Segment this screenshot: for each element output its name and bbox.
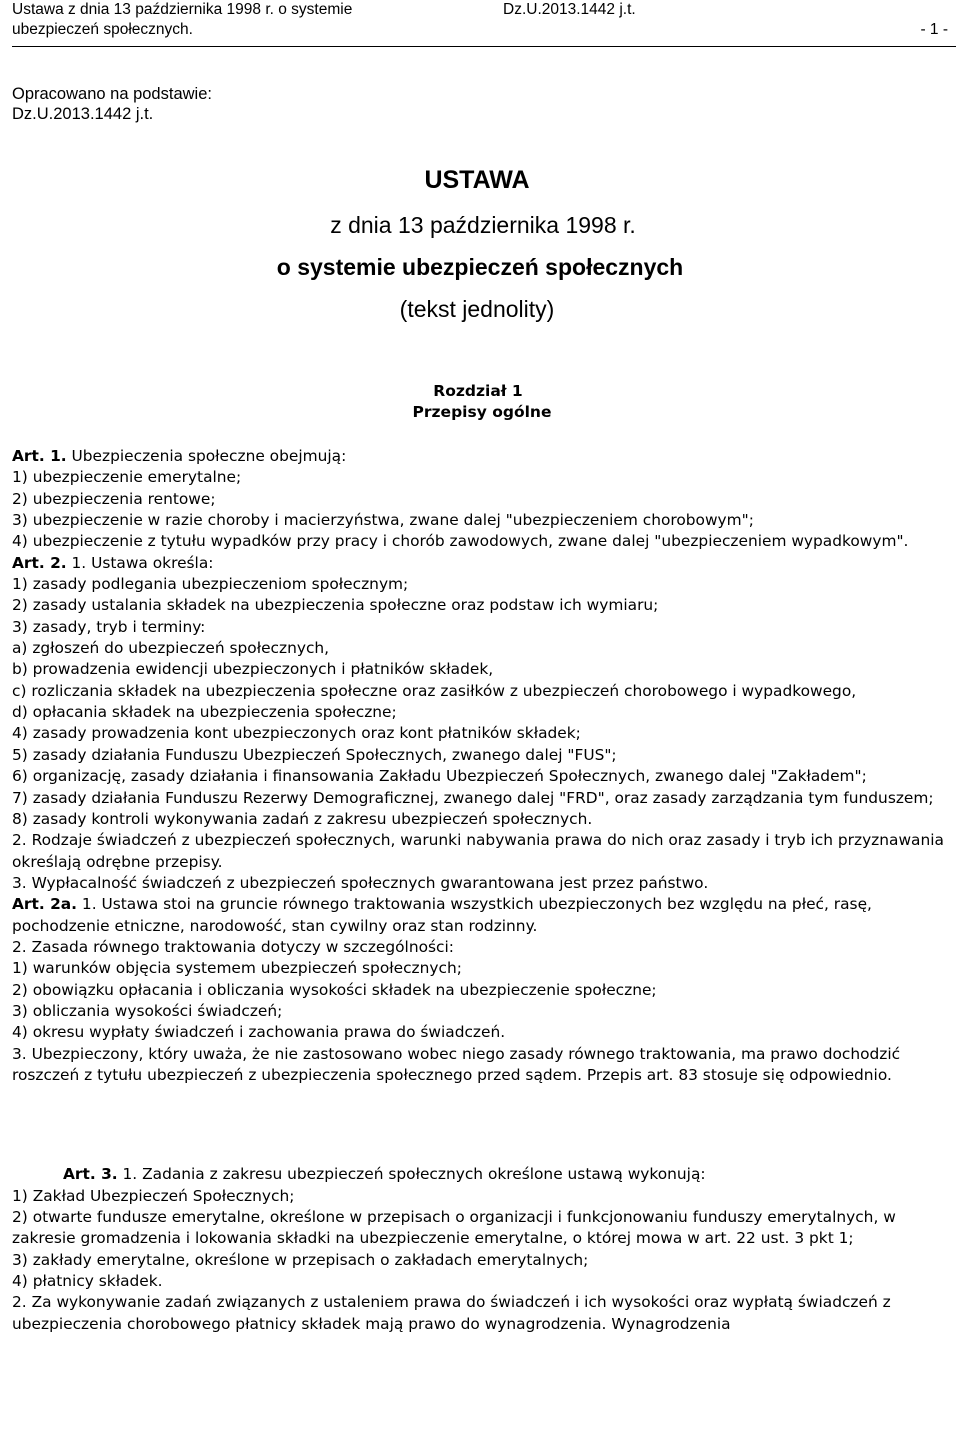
paragraph xyxy=(12,1292,956,1335)
paragraph xyxy=(12,638,956,659)
paragraph-text: 8) zasady kontroli wykonywania zadań z zakresu ubezpieczeń społecznych. xyxy=(12,809,593,828)
paragraph xyxy=(12,531,956,552)
paragraph-text: 2. Za wykonywanie zadań związanych z ustaleniem prawa do świadczeń i ich wysokości oraz wypłatą świadczeń z ubezpieczenia chorobowego płatnicy składek mają prawo do wynagrodzenia. Wynagrodzenia xyxy=(12,1293,891,1333)
paragraph xyxy=(12,723,956,744)
paragraph-text: 1) warunków objęcia systemem ubezpieczeń społecznych; xyxy=(12,959,462,978)
paragraph xyxy=(12,1022,956,1043)
paragraph-text: 4) płatnicy składek. xyxy=(12,1272,163,1291)
chapter-number: Rozdział 1 xyxy=(433,382,523,400)
act-date: z dnia 13 października 1998 r. xyxy=(330,212,636,238)
paragraph-text: 6) organizację, zasady działania i finansowania Zakładu Ubezpieczeń Społecznych, zwanego dalej "Zakładem"; xyxy=(12,767,867,786)
act-type: USTAWA xyxy=(424,166,530,194)
paragraph-text: 3) obliczania wysokości świadczeń; xyxy=(12,1001,283,1020)
paragraph xyxy=(12,937,956,958)
source-line1: Opracowano na podstawie: xyxy=(12,85,212,103)
articles-block-1 xyxy=(12,446,956,1086)
act-note: (tekst jednolity) xyxy=(399,296,555,322)
paragraph xyxy=(12,788,956,809)
paragraph xyxy=(12,510,956,531)
paragraph-text: Ubezpieczenia społeczne obejmują: xyxy=(66,447,347,465)
article-label: Art. 1. xyxy=(12,447,67,465)
paragraph-text: 1) ubezpieczenie emerytalne; xyxy=(12,468,242,487)
source-note xyxy=(12,84,212,124)
paragraph-text: 3) ubezpieczenie w razie choroby i macierzyństwa, zwane dalej "ubezpieczeniem chorobowym"; xyxy=(12,511,754,530)
paragraph-text: 1) zasady podlegania ubezpieczeniom społecznym; xyxy=(12,575,409,594)
paragraph-text: 2) otwarte fundusze emerytalne, określone w przepisach o organizacji i funkcjonowaniu funduszy emerytalnych, w zakresie gromadzenia i lokowania składki na ubezpieczenie emerytalne, o której mowa w art. 22 ust. 3 pkt 1; xyxy=(12,1208,896,1248)
paragraph-text: 2) obowiązku opłacania i obliczania wysokości składek na ubezpieczenie społeczne; xyxy=(12,980,657,999)
paragraph-text: 3) zasady, tryb i terminy: xyxy=(12,617,206,636)
page-header xyxy=(0,0,960,40)
paragraph-text: 1. Ustawa określa: xyxy=(66,553,214,572)
paragraph xyxy=(12,659,956,680)
paragraph xyxy=(12,595,956,616)
paragraph-text: b) prowadzenia ewidencji ubezpieczonych i płatników składek, xyxy=(12,660,494,679)
spacer xyxy=(12,1086,956,1164)
paragraph-text: 1. Ustawa stoi na gruncie równego traktowania wszystkich ubezpieczonych bez względu na płeć, rasę, pochodzenie etniczne, narodowość, stan cywilny oraz stan rodzinny. xyxy=(12,895,872,935)
paragraph xyxy=(12,1001,956,1022)
paragraph xyxy=(12,681,956,702)
paragraph xyxy=(12,980,956,1001)
header-title-line1: Ustawa z dnia 13 października 1998 r. o systemie xyxy=(12,1,353,18)
paragraph xyxy=(12,1044,956,1087)
paragraph-text: 1) Zakład Ubezpieczeń Społecznych; xyxy=(12,1186,295,1205)
paragraph-text: d) opłacania składek na ubezpieczenia społeczne; xyxy=(12,703,397,722)
paragraph-text: a) zgłoszeń do ubezpieczeń społecznych, xyxy=(12,639,330,658)
paragraph-text: 7) zasady działania Funduszu Rezerwy Demograficznej, zwanego dalej "FRD", oraz zasady zarządzania tym funduszem; xyxy=(12,788,934,807)
paragraph xyxy=(12,1164,956,1185)
paragraph-text: 5) zasady działania Funduszu Ubezpieczeń Społecznych, zwanego dalej "FUS"; xyxy=(12,745,617,764)
paragraph xyxy=(12,894,956,937)
articles-block-2 xyxy=(12,1164,956,1335)
paragraph-text: 2) zasady ustalania składek na ubezpieczenia społeczne oraz podstaw ich wymiaru; xyxy=(12,596,659,615)
paragraph-text: 1. Zadania z zakresu ubezpieczeń społecznych określone ustawą wykonują: xyxy=(117,1165,706,1184)
paragraph xyxy=(12,553,956,574)
paragraph-text: 4) okresu wypłaty świadczeń i zachowania prawa do świadczeń. xyxy=(12,1023,506,1042)
paragraph xyxy=(12,809,956,830)
paragraph xyxy=(12,617,956,638)
paragraph xyxy=(12,446,956,467)
paragraph xyxy=(12,958,956,979)
header-rule xyxy=(12,46,956,47)
article-label: Art. 2. xyxy=(12,553,67,572)
act-subject: o systemie ubezpieczeń społecznych xyxy=(276,254,684,280)
paragraph xyxy=(12,702,956,723)
header-title-line2: ubezpieczeń społecznych. xyxy=(12,21,193,38)
chapter-name: Przepisy ogólne xyxy=(412,403,552,421)
article-label: Art. 3. xyxy=(63,1165,118,1184)
paragraph xyxy=(12,1186,956,1207)
paragraph-text: 2) ubezpieczenia rentowe; xyxy=(12,489,216,508)
paragraph xyxy=(12,830,956,873)
paragraph-text: 3) zakłady emerytalne, określone w przepisach o zakładach emerytalnych; xyxy=(12,1250,589,1269)
paragraph xyxy=(12,489,956,510)
source-line2: Dz.U.2013.1442 j.t. xyxy=(12,105,154,123)
document-body xyxy=(12,446,956,1335)
paragraph-text: 2. Rodzaje świadczeń z ubezpieczeń społecznych, warunki nabywania prawa do nich oraz zasady i tryb ich przyznawania określają odrębne przepisy. xyxy=(12,831,944,871)
paragraph xyxy=(12,1207,956,1250)
paragraph xyxy=(12,1250,956,1271)
paragraph-text: 3. Ubezpieczony, który uważa, że nie zastosowano wobec niego zasady równego traktowania, ma prawo dochodzić roszczeń z tytułu ubezpieczeń z ubezpieczenia społecznego przed sądem. Przepis art. 83 stosuje się odpowiednio. xyxy=(12,1044,901,1084)
article-label: Art. 2a. xyxy=(12,895,78,914)
paragraph-text: c) rozliczania składek na ubezpieczenia społeczne oraz zasiłków z ubezpieczeń chorobowego i wypadkowego, xyxy=(12,681,857,700)
paragraph xyxy=(12,873,956,894)
paragraph-text: 3. Wypłacalność świadczeń z ubezpieczeń społecznych gwarantowana jest przez państwo. xyxy=(12,873,709,892)
paragraph xyxy=(12,467,956,488)
paragraph xyxy=(12,745,956,766)
header-reference: Dz.U.2013.1442 j.t. xyxy=(503,1,636,18)
paragraph-text: 4) ubezpieczenie z tytułu wypadków przy pracy i chorób zawodowych, zwane dalej "ubezpieczeniem wypadkowym". xyxy=(12,532,909,551)
paragraph-text: 2. Zasada równego traktowania dotyczy w szczególności: xyxy=(12,937,454,956)
page-number: - 1 - xyxy=(920,21,948,38)
paragraph-text: 4) zasady prowadzenia kont ubezpieczonych oraz kont płatników składek; xyxy=(12,724,581,743)
paragraph xyxy=(12,766,956,787)
paragraph xyxy=(12,574,956,595)
paragraph xyxy=(12,1271,956,1292)
